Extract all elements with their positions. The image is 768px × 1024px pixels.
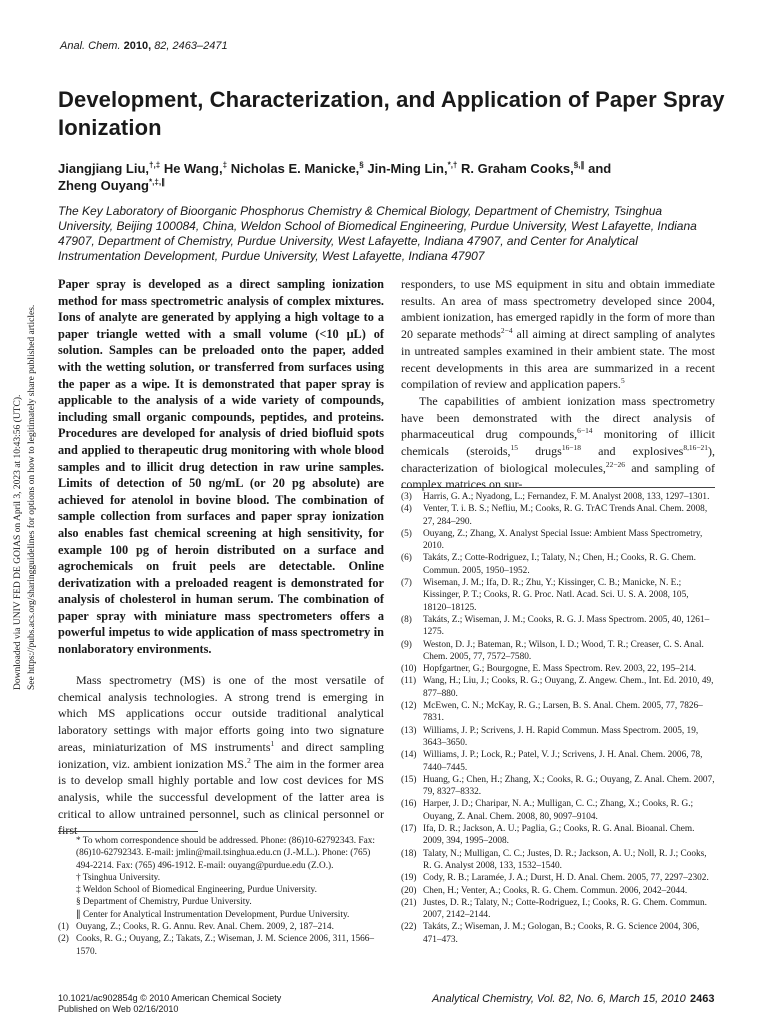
reference-item: (22) Takáts, Z.; Wiseman, J. M.; Gologan, B.; Cooks, R. G. Science 2004, 306, 471–473. <box>401 922 700 945</box>
reference-item: (11) Wang, H.; Liu, J.; Cooks, R. G.; Ouyang, Z. Angew. Chem., Int. Ed. 2010, 49, 877–880. <box>401 676 714 699</box>
journal-volume: 82, <box>154 40 170 52</box>
reference-item: (16) Harper, J. D.; Charipar, N. A.; Mulligan, C. C.; Zhang, X.; Cooks, R. G.; Ouyang, Z. Anal. Chem. 2008, 80, 9097–9104. <box>401 799 694 822</box>
author[interactable]: Nicholas E. Manicke,§ <box>230 160 364 176</box>
paragraph: responders, to use MS equipment in situ and obtain immediate results. An area of mass spectrometry developed since 2004, ambient ionization, has emerged rapidly in the form of more than 20 separate methods$^{2-4}$ all aiming at direct sampling of analytes in untreated samples examined in their ambient state. The most recent developments in this area are summarized in a recent compilation of review and application papers.$^5$ <box>401 277 716 392</box>
publication-date: Published on Web 02/16/2010 <box>58 1004 179 1014</box>
journal-name: Anal. Chem. <box>60 40 121 52</box>
citation-link[interactable]: 6−14 <box>577 426 593 436</box>
reference-item: (3) Harris, G. A.; Nyadong, L.; Fernandez, F. M. Analyst 2008, 133, 1297–1301. <box>401 492 710 502</box>
reference-item: (5) Ouyang, Z.; Zhang, X. Analyst Special Issue: Ambient Mass Spectrometry, 2010. <box>401 528 703 552</box>
reference-item: (10) Hopfgartner, G.; Bourgogne, E. Mass Spectrom. Rev. 2003, 22, 195–214. <box>401 664 697 675</box>
citation-link[interactable]: 8,16−21 <box>683 443 708 453</box>
reference-item: (7) Wiseman, J. M.; Ifa, D. R.; Zhu, Y.; Kissinger, C. B.; Manicke, N. E.; Kissinger, P. T.; Cooks, R. G. Proc. Natl. Acad. Sci. U. S. A. 2008, 105, 18120–18125. <box>401 578 689 613</box>
affiliation-note: ‡ Weldon School of Biomedical Engineering, Purdue University. <box>76 885 317 896</box>
author[interactable]: Zheng Ouyang*,‡,∥ <box>58 177 166 193</box>
affiliation-note: † Tsinghua University. <box>76 872 161 883</box>
reference-item: (18) Talaty, N.; Mulligan, C. C.; Justes, D. R.; Jackson, A. U.; Noll, R. J.; Cooks, R. G. Analyst 2008, 133, 1532–1540. <box>401 848 707 871</box>
doi-block <box>58 993 281 1015</box>
author[interactable]: Jiangjiang Liu,†,‡ <box>58 160 161 176</box>
reference-item: (13) Williams, J. P.; Scrivens, J. H. Rapid Commun. Mass Spectrom. 2005, 19, 3643–3650. <box>401 725 699 748</box>
citation-link[interactable]: 5 <box>620 376 625 386</box>
reference-list <box>401 491 715 946</box>
reference-item: (1) Ouyang, Z.; Cooks, R. G. Annu. Rev. Anal. Chem. 2009, 2, 187–214. <box>58 922 334 933</box>
journal-pages: 2463–2471 <box>172 40 228 52</box>
reference-item: (17) Ifa, D. R.; Jackson, A. U.; Paglia, G.; Cooks, R. G. Anal. Bioanal. Chem. 2009, 394, 1995–2008. <box>401 824 695 847</box>
sharing-guidelines-link[interactable]: See https://pubs.acs.org/sharingguidelines for options on how to legitimately share published articles. <box>27 304 37 690</box>
introduction-paragraph: Mass spectrometry (MS) is one of the most versatile of chemical analysis technologies. A strong trend is emerging in which MS applications occur outside traditional analytical laboratory settings with major efforts going into two signature areas, miniaturization of MS instruments$^1$ and direct sampling ionization, viz. ambient ionization MS.$^2$ The aim in the former area is to develop small highly portable and low cost devices for MS analysis, while the successful development of the latter area is critical to allow untrained personnel, such as clinical personnel or first <box>58 673 385 838</box>
doi-copyright[interactable]: 10.1021/ac902854g © 2010 American Chemical Society <box>58 993 282 1003</box>
reference-item: (21) Justes, D. R.; Talaty, N.; Cotte-Rodriguez, I.; Cooks, R. G. Chem. Commun. 2007, 2142–2144. <box>401 897 707 921</box>
reference-item: (15) Huang, G.; Chen, H.; Zhang, X.; Cooks, R. G.; Ouyang, Z. Anal. Chem. 2007, 79, 8327–8332. <box>401 774 715 798</box>
reference-item: (2) Cooks, R. G.; Ouyang, Z.; Takats, Z.; Wiseman, J. M. Science 2006, 311, 1566–1570. <box>58 934 375 957</box>
page-number: 2463 <box>690 993 715 1005</box>
download-notice: Downloaded via UNIV FED DE GOIAS on April 3, 2023 at 10:43:56 (UTC). <box>13 394 23 690</box>
citation-link[interactable]: 16−18 <box>561 443 581 453</box>
affiliations: The Key Laboratory of Bioorganic Phosphorus Chemistry & Chemical Biology, Department of Chemistry, Tsinghua University, Beijing 100084, China, Weldon School of Biomedical Engineering, Purdue University, West Lafayette, Indiana 47907, Department of Chemistry, Purdue University, West Lafayette, Indiana 47907, and Center for Analytical Instrumentation Development, Purdue University, West Lafayette, Indiana 47907 <box>58 204 697 263</box>
citation-link[interactable]: 1 <box>270 738 275 748</box>
reference-item: (9) Weston, D. J.; Bateman, R.; Wilson, I. D.; Wood, T. R.; Creaser, C. S. Anal. Chem. 2005, 77, 7572–7580. <box>401 639 704 662</box>
reference-item: (6) Takáts, Z.; Cotte-Rodriguez, I.; Talaty, N.; Chen, H.; Cooks, R. G. Chem. Commun. 2005, 1950–1952. <box>401 553 696 576</box>
author[interactable]: R. Graham Cooks,§,∥ and <box>461 160 612 176</box>
affiliation-note: ∥ Center for Analytical Instrumentation Development, Purdue University. <box>76 909 350 920</box>
reference-item: (8) Takáts, Z.; Wiseman, J. M.; Cooks, R. G. J. Mass Spectrom. 2005, 40, 1261–1275. <box>401 614 710 638</box>
citation-link[interactable]: 15 <box>510 443 518 453</box>
footnote-divider <box>58 831 198 832</box>
download-stamp <box>3 270 39 690</box>
reference-item: (19) Cody, R. B.; Laramée, J. A.; Durst, H. D. Anal. Chem. 2005, 77, 2297–2302. <box>401 873 709 884</box>
citation-link[interactable]: 22−26 <box>605 459 625 469</box>
references-divider <box>401 487 715 488</box>
author-list <box>58 160 708 194</box>
article-title: Development, Characterization, and Application of Paper Spray Ionization <box>58 87 725 140</box>
author[interactable]: Jin-Ming Lin,*,† <box>367 160 458 176</box>
journal-citation: Analytical Chemistry, Vol. 82, No. 6, March 15, 2010 <box>432 993 686 1005</box>
paragraph: The capabilities of ambient ionization mass spectrometry have been demonstrated with the direct analysis of pharmaceutical drug compounds,$^{6-14}$ monitoring of illicit chemicals (steroids,$^{15}$ drugs$^{16-18}$ and explosives$^{8,16-21}$), characterization of biological molecules,$^{22-26}$ and sampling of complex matrices on sur- <box>401 393 715 492</box>
journal-year: 2010, <box>123 40 152 52</box>
footnotes <box>58 831 384 958</box>
reference-item: (4) Venter, T. i. B. S.; Nefliu, M.; Cooks, R. G. TrAC Trends Anal. Chem. 2008, 27, 284–290. <box>401 504 708 527</box>
introduction-right-column <box>401 276 715 493</box>
abstract: Paper spray is developed as a direct sampling ionization method for mass spectrometric analysis of complex mixtures. Ions of analyte are generated by applying a high voltage to a paper triangle wetted with a small volume (<10 μL) of solution. Samples can be preloaded onto the paper, added with the wetting solution, or transferred from surfaces using the paper as a wipe. It is demonstrated that paper spray is applicable to the analysis of a wide variety of compounds, including small organic compounds, peptides, and proteins. Procedures are developed for analysis of dried biofluid spots and applied to therapeutic drug monitoring with whole blood samples and to illicit drug detection in raw urine samples. Limits of detection of 50 ng/mL (or 20 pg absolute) are achieved for atenolol in bovine blood. The combination of sample collection from surfaces and paper spray ionization also enables fast chemical screening at high sensitivity, for example 100 pg of heroin distributed on a surface and agrochemicals on fruit peels are detectable. Online derivatization with a preloaded reagent is demonstrated for analysis of cholesterol in human serum. The combination of paper spray with miniature mass spectrometers offers a powerful impetus to wide application of mass spectrometry in nonlaboratory environments. <box>58 277 384 657</box>
affiliation-note: § Department of Chemistry, Purdue University. <box>76 897 252 908</box>
citation-link[interactable]: 2 <box>247 755 251 765</box>
reference-item: (12) McEwen, C. N.; McKay, R. G.; Larsen, B. S. Anal. Chem. 2005, 77, 7826–7831. <box>401 701 703 724</box>
author[interactable]: He Wang,‡ <box>163 160 228 176</box>
journal-reference <box>60 40 228 52</box>
citation-link[interactable]: 2−4 <box>500 326 513 336</box>
reference-item: (14) Williams, J. P.; Lock, R.; Patel, V. J.; Scrivens, J. H. Anal. Chem. 2006, 78, 7440–7445. <box>401 750 703 773</box>
reference-item: (20) Chen, H.; Venter, A.; Cooks, R. G. Chem. Commun. 2006, 2042–2044. <box>401 885 688 896</box>
correspondence-note: * To whom correspondence should be addressed. Phone: (86)10-62792343. Fax: (86)10-62792343. E-mail: jmlin@mail.tsinghua.edu.cn (J.-M.L.). Phone: (765) 494-2214. Fax: (765) 496-1912. E-mail: ouyang@purdue.edu (Z.O.). <box>76 836 375 871</box>
